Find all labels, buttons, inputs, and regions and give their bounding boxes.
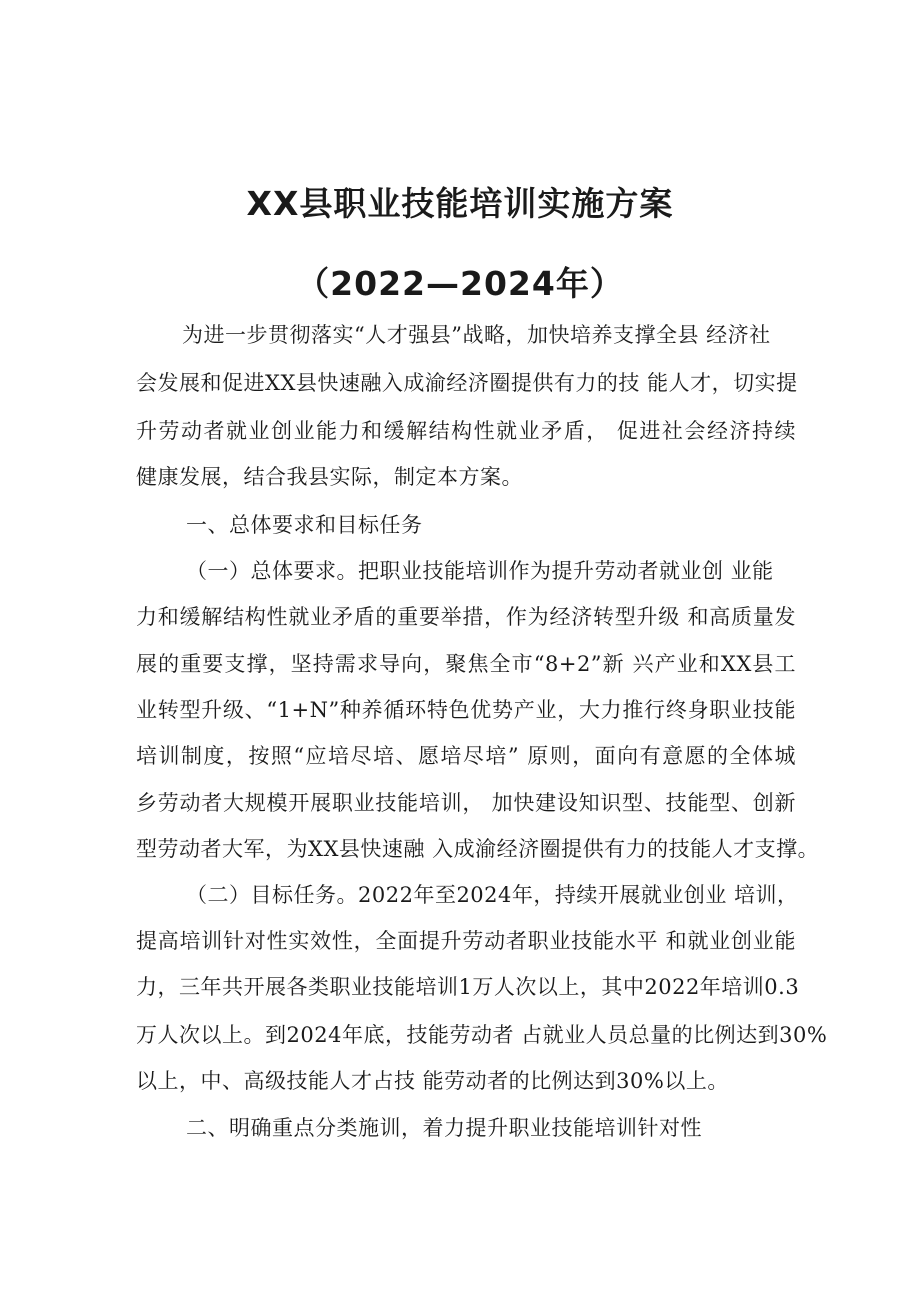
paragraph-line: 型劳动者大军，为XX县快速融 入成渝经济圈提供有力的技能人才支撑。 <box>136 837 820 861</box>
paragraph-line: 培训制度，按照“应培尽培、愿培尽培” 原则，面向有意愿的全体城 <box>136 744 796 768</box>
paragraph-line: 提高培训针对性实效性，全面提升劳动者职业技能水平 和就业创业能 <box>136 929 796 953</box>
paragraph-line: 以上，中、高级技能人才占技 能劳动者的比例达到30%以上。 <box>136 1069 729 1093</box>
paragraph-line: 升劳动者就业创业能力和缓解结构性就业矛盾， 促进社会经济持续 <box>136 419 796 443</box>
paragraph-line: 乡劳动者大规模开展职业技能培训， 加快建设知识型、技能型、创新 <box>136 791 796 815</box>
paragraph-line: 万人次以上。到2024年底，技能劳动者 占就业人员总量的比例达到30% <box>136 1023 828 1047</box>
paragraph-line: 业转型升级、“1+N”种养循环特色优势产业，大力推行终身职业技能 <box>136 698 796 722</box>
paragraph-line: 会发展和促进XX县快速融入成渝经济圈提供有力的技 能人才，切实提 <box>136 371 798 395</box>
paragraph-line: 力，三年共开展各类职业技能培训1万人次以上，其中2022年培训0.3 <box>136 975 800 999</box>
document-title: XX县职业技能培训实施方案 <box>246 184 674 223</box>
paragraph-line: 力和缓解结构性就业矛盾的重要举措，作为经济转型升级 和高质量发 <box>136 605 796 629</box>
section-heading: 二、明确重点分类施训，着力提升职业技能培训针对性 <box>186 1116 702 1140</box>
paragraph-line: （二）目标任务。2022年至2024年，持续开展就业创业 培训， <box>186 883 799 907</box>
paragraph-line: 展的重要支撑，坚持需求导向，聚焦全市“8+2”新 兴产业和XX县工 <box>136 652 796 676</box>
paragraph-line: 健康发展，结合我县实际，制定本方案。 <box>136 465 523 489</box>
document-subtitle: （2022—2024年） <box>296 264 624 303</box>
paragraph-line: （一）总体要求。把职业技能培训作为提升劳动者就业创 业能 <box>186 559 774 583</box>
section-heading: 一、总体要求和目标任务 <box>186 513 423 537</box>
paragraph-line: 为进一步贯彻落实“人才强县”战略，加快培养支撑全县 经济社 <box>182 323 771 347</box>
